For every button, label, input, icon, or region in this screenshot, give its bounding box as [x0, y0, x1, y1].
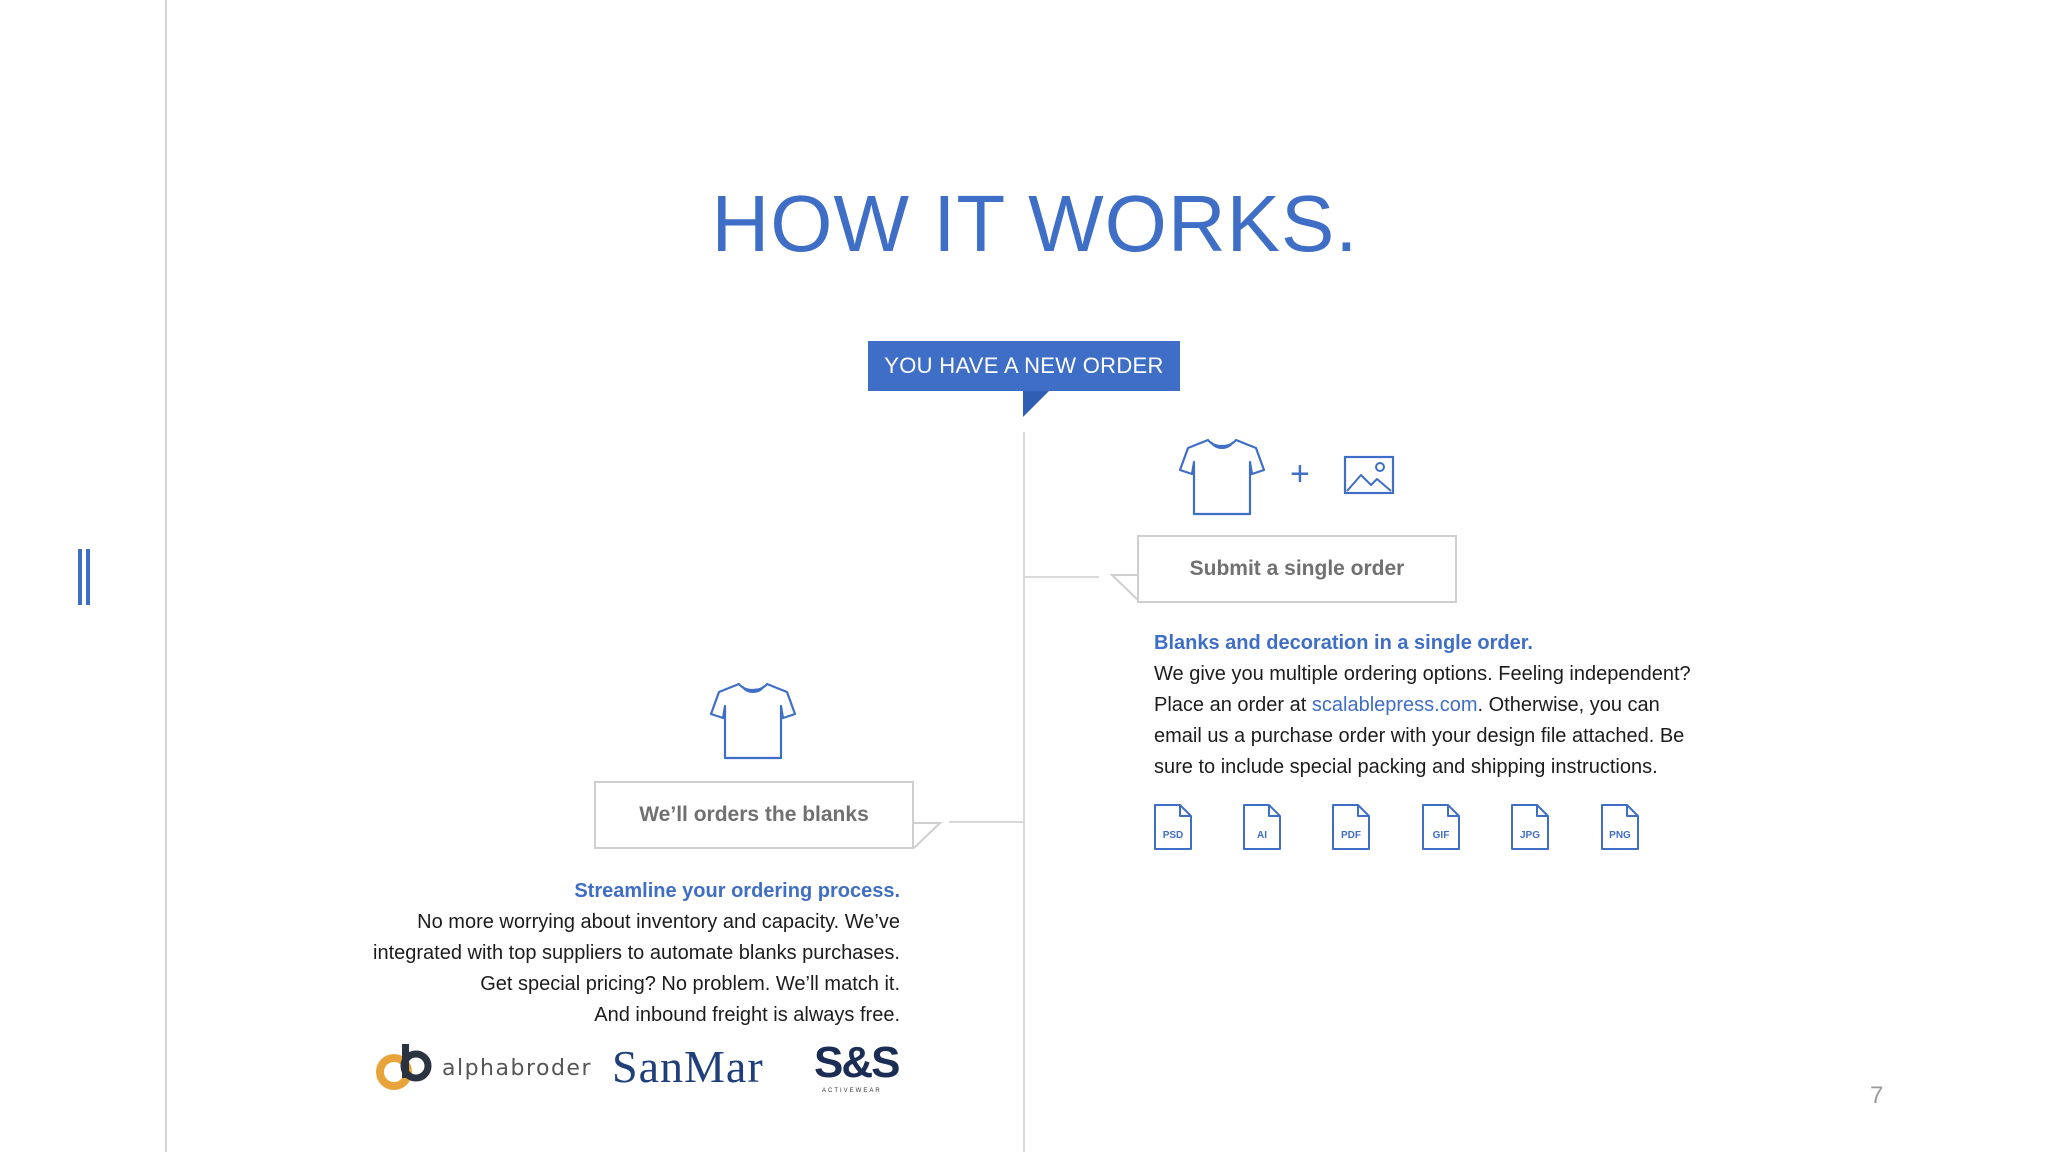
ai-file-icon — [1241, 803, 1283, 851]
left-description — [300, 876, 900, 1031]
flow-branch-right — [1025, 576, 1099, 578]
left-heading: Streamline your ordering process. — [574, 880, 900, 902]
jpg-file-label: JPG — [1519, 830, 1540, 841]
left-divider — [165, 0, 167, 1152]
right-description — [1154, 628, 1754, 783]
submit-single-order-box: Submit a single order — [1137, 535, 1457, 603]
page-number: 7 — [1870, 1082, 1884, 1109]
left-line-4: And inbound freight is always free. — [594, 1004, 900, 1026]
flow-trunk-line — [1023, 432, 1025, 1152]
alphabroder-wordmark: alphabroder — [442, 1056, 593, 1081]
gif-file-icon — [1420, 803, 1462, 851]
gif-file-label: GIF — [1432, 830, 1450, 841]
flow-branch-left — [949, 821, 1023, 823]
left-line-1: No more worrying about inventory and capacity. We’ve — [417, 911, 900, 933]
left-line-2: integrated with top suppliers to automate blanks purchases. — [373, 942, 900, 964]
jpg-file-icon — [1509, 803, 1551, 851]
left-line-3: Get special pricing? No problem. We’ll match it. — [480, 973, 900, 995]
right-line-2-prefix: Place an order at — [1154, 694, 1312, 716]
callout-tail — [912, 820, 942, 850]
tshirt-icon — [1178, 436, 1266, 521]
ss-subtitle: ACTIVEWEAR — [822, 1088, 882, 1094]
pdf-file-label: PDF — [1341, 830, 1361, 841]
psd-file-icon — [1152, 803, 1194, 851]
callout-tail — [1110, 572, 1140, 602]
png-file-label: PNG — [1609, 830, 1631, 841]
psd-file-label: PSD — [1162, 830, 1184, 841]
slide-nav-marker[interactable] — [78, 549, 90, 605]
order-blanks-box: We’ll orders the blanks — [594, 781, 914, 849]
right-line-1: We give you multiple ordering options. Feeling independent? — [1154, 663, 1691, 685]
png-file-icon — [1599, 803, 1641, 851]
scalablepress-link[interactable]: scalablepress.com — [1311, 694, 1478, 716]
right-line-2-suffix: . Otherwise, you can — [1477, 694, 1660, 716]
new-order-banner: YOU HAVE A NEW ORDER — [868, 341, 1180, 391]
sanmar-logo: SanMar — [612, 1041, 764, 1092]
right-line-4: sure to include special packing and shipping instructions. — [1154, 756, 1658, 778]
ss-activewear-logo — [814, 1038, 899, 1094]
alphabroder-logo — [372, 1040, 593, 1096]
pdf-file-icon — [1330, 803, 1372, 851]
plus-sign: + — [1290, 455, 1310, 493]
tshirt-icon — [709, 680, 797, 765]
right-heading: Blanks and decoration in a single order. — [1154, 632, 1533, 654]
slide-title: HOW IT WORKS. — [711, 179, 1359, 268]
banner-pointer — [1023, 391, 1049, 417]
image-icon — [1343, 455, 1395, 500]
right-line-2 — [1154, 690, 1754, 721]
ss-wordmark: S&S — [814, 1038, 899, 1087]
right-line-3: email us a purchase order with your design file attached. Be — [1154, 725, 1685, 747]
ai-file-label: AI — [1257, 830, 1267, 841]
